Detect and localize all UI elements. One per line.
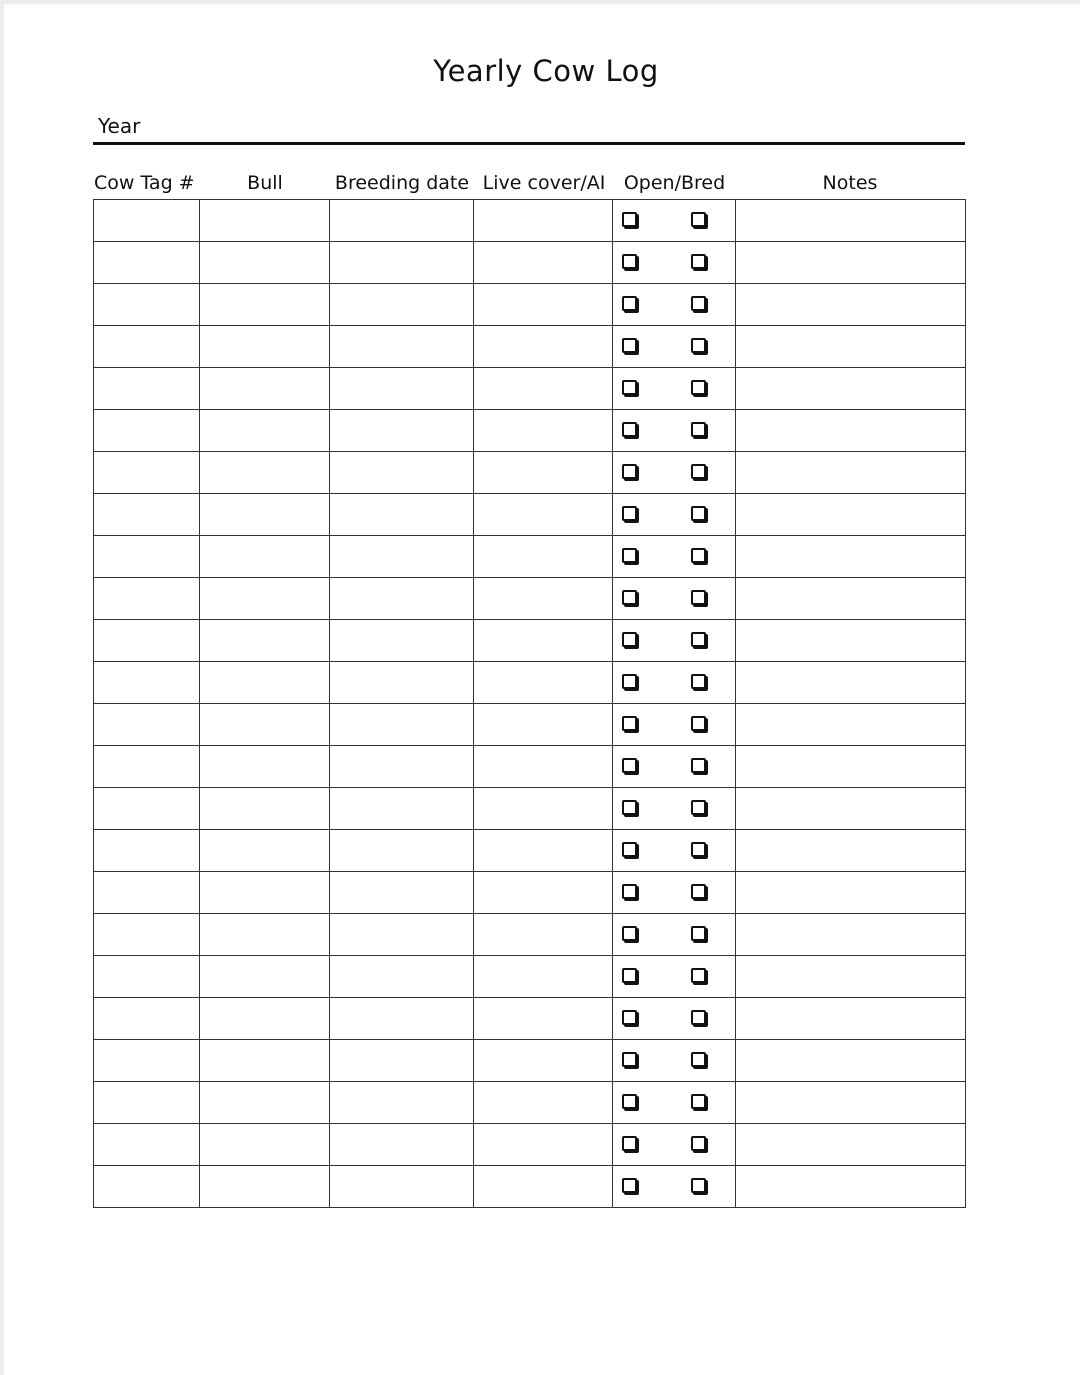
- open-bred-cell: [613, 200, 736, 242]
- open-checkbox[interactable]: [622, 254, 637, 269]
- open-bred-cell: [613, 788, 736, 830]
- bull-cell[interactable]: [200, 1040, 330, 1082]
- live-cover-ai-cell[interactable]: [474, 830, 613, 872]
- cow-tag-cell[interactable]: [94, 242, 200, 284]
- breeding-date-cell[interactable]: [330, 1124, 474, 1166]
- bred-checkbox[interactable]: [691, 1094, 706, 1109]
- open-checkbox[interactable]: [622, 212, 637, 227]
- notes-cell[interactable]: [736, 788, 966, 830]
- open-bred-cell: [613, 914, 736, 956]
- cow-tag-cell[interactable]: [94, 494, 200, 536]
- open-checkbox[interactable]: [622, 884, 637, 899]
- open-bred-cell: [613, 494, 736, 536]
- open-checkbox[interactable]: [622, 758, 637, 773]
- bred-checkbox[interactable]: [691, 1010, 706, 1025]
- table-row: [94, 788, 966, 830]
- open-checkbox[interactable]: [622, 1052, 637, 1067]
- bred-checkbox[interactable]: [691, 296, 706, 311]
- table-row: [94, 326, 966, 368]
- open-checkbox[interactable]: [622, 338, 637, 353]
- notes-cell[interactable]: [736, 1124, 966, 1166]
- table-row: [94, 830, 966, 872]
- open-bred-cell: [613, 1166, 736, 1208]
- notes-cell[interactable]: [736, 872, 966, 914]
- bred-checkbox[interactable]: [691, 716, 706, 731]
- breeding-date-cell[interactable]: [330, 578, 474, 620]
- notes-cell[interactable]: [736, 326, 966, 368]
- table-row: [94, 536, 966, 578]
- bred-checkbox[interactable]: [691, 212, 706, 227]
- breeding-date-cell[interactable]: [330, 1040, 474, 1082]
- bull-cell[interactable]: [200, 1124, 330, 1166]
- table-row: [94, 452, 966, 494]
- bred-checkbox[interactable]: [691, 632, 706, 647]
- breeding-date-cell[interactable]: [330, 536, 474, 578]
- open-checkbox[interactable]: [622, 674, 637, 689]
- bred-checkbox[interactable]: [691, 926, 706, 941]
- notes-cell[interactable]: [736, 242, 966, 284]
- table-row: [94, 284, 966, 326]
- bull-cell[interactable]: [200, 452, 330, 494]
- live-cover-ai-cell[interactable]: [474, 494, 613, 536]
- live-cover-ai-cell[interactable]: [474, 1082, 613, 1124]
- bull-cell[interactable]: [200, 830, 330, 872]
- bull-cell[interactable]: [200, 746, 330, 788]
- cow-tag-cell[interactable]: [94, 452, 200, 494]
- breeding-date-cell[interactable]: [330, 662, 474, 704]
- notes-cell[interactable]: [736, 578, 966, 620]
- breeding-date-cell[interactable]: [330, 452, 474, 494]
- notes-cell[interactable]: [736, 662, 966, 704]
- bull-cell[interactable]: [200, 704, 330, 746]
- breeding-date-cell[interactable]: [330, 746, 474, 788]
- table-row: [94, 1082, 966, 1124]
- live-cover-ai-cell[interactable]: [474, 242, 613, 284]
- open-bred-cell: [613, 410, 736, 452]
- cow-tag-cell[interactable]: [94, 284, 200, 326]
- bull-cell[interactable]: [200, 284, 330, 326]
- open-checkbox[interactable]: [622, 506, 637, 521]
- bred-checkbox[interactable]: [691, 1178, 706, 1193]
- table-row: [94, 578, 966, 620]
- live-cover-ai-cell[interactable]: [474, 326, 613, 368]
- breeding-date-cell[interactable]: [330, 284, 474, 326]
- notes-cell[interactable]: [736, 536, 966, 578]
- bred-checkbox[interactable]: [691, 506, 706, 521]
- notes-cell[interactable]: [736, 452, 966, 494]
- open-bred-cell: [613, 956, 736, 998]
- breeding-date-cell[interactable]: [330, 368, 474, 410]
- notes-cell[interactable]: [736, 1082, 966, 1124]
- notes-cell[interactable]: [736, 998, 966, 1040]
- year-label: Year: [98, 114, 141, 138]
- open-checkbox[interactable]: [622, 716, 637, 731]
- open-checkbox[interactable]: [622, 590, 637, 605]
- breeding-date-cell[interactable]: [330, 998, 474, 1040]
- live-cover-ai-cell[interactable]: [474, 704, 613, 746]
- cow-tag-cell[interactable]: [94, 536, 200, 578]
- breeding-date-cell[interactable]: [330, 704, 474, 746]
- bred-checkbox[interactable]: [691, 968, 706, 983]
- open-bred-cell: [613, 1082, 736, 1124]
- notes-cell[interactable]: [736, 830, 966, 872]
- live-cover-ai-cell[interactable]: [474, 536, 613, 578]
- breeding-date-cell[interactable]: [330, 242, 474, 284]
- notes-cell[interactable]: [736, 200, 966, 242]
- notes-cell[interactable]: [736, 494, 966, 536]
- notes-cell[interactable]: [736, 620, 966, 662]
- table-row: [94, 914, 966, 956]
- live-cover-ai-cell[interactable]: [474, 1124, 613, 1166]
- bred-checkbox[interactable]: [691, 1052, 706, 1067]
- open-bred-cell: [613, 578, 736, 620]
- breeding-date-cell[interactable]: [330, 200, 474, 242]
- cow-tag-cell[interactable]: [94, 914, 200, 956]
- cow-tag-cell[interactable]: [94, 956, 200, 998]
- table-row: [94, 1124, 966, 1166]
- open-bred-cell: [613, 662, 736, 704]
- open-checkbox[interactable]: [622, 632, 637, 647]
- table-row: [94, 956, 966, 998]
- table-row: [94, 200, 966, 242]
- bull-cell[interactable]: [200, 998, 330, 1040]
- cow-tag-cell[interactable]: [94, 872, 200, 914]
- live-cover-ai-cell[interactable]: [474, 1166, 613, 1208]
- breeding-date-cell[interactable]: [330, 830, 474, 872]
- log-sheet: [4, 4, 1080, 1375]
- notes-cell[interactable]: [736, 284, 966, 326]
- bred-checkbox[interactable]: [691, 590, 706, 605]
- header-open-bred: Open/Bred: [623, 172, 726, 194]
- bred-checkbox[interactable]: [691, 884, 706, 899]
- breeding-date-cell[interactable]: [330, 872, 474, 914]
- open-checkbox[interactable]: [622, 1136, 637, 1151]
- open-bred-cell: [613, 620, 736, 662]
- bull-cell[interactable]: [200, 956, 330, 998]
- cow-tag-cell[interactable]: [94, 1040, 200, 1082]
- table-row: [94, 998, 966, 1040]
- open-checkbox[interactable]: [622, 968, 637, 983]
- open-checkbox[interactable]: [622, 548, 637, 563]
- live-cover-ai-cell[interactable]: [474, 620, 613, 662]
- bred-checkbox[interactable]: [691, 548, 706, 563]
- header-breeding-date: Breeding date: [334, 172, 470, 194]
- cow-tag-cell[interactable]: [94, 1124, 200, 1166]
- table-row: [94, 662, 966, 704]
- cow-log-table: [93, 199, 966, 1208]
- cow-tag-cell[interactable]: [94, 830, 200, 872]
- bull-cell[interactable]: [200, 662, 330, 704]
- open-checkbox[interactable]: [622, 422, 637, 437]
- open-bred-cell: [613, 998, 736, 1040]
- bred-checkbox[interactable]: [691, 338, 706, 353]
- table-row: [94, 620, 966, 662]
- bull-cell[interactable]: [200, 620, 330, 662]
- open-bred-cell: [613, 872, 736, 914]
- cow-tag-cell[interactable]: [94, 662, 200, 704]
- open-bred-cell: [613, 326, 736, 368]
- bred-checkbox[interactable]: [691, 800, 706, 815]
- table-row: [94, 368, 966, 410]
- table-row: [94, 242, 966, 284]
- bull-cell[interactable]: [200, 914, 330, 956]
- notes-cell[interactable]: [736, 956, 966, 998]
- bull-cell[interactable]: [200, 200, 330, 242]
- live-cover-ai-cell[interactable]: [474, 578, 613, 620]
- notes-cell[interactable]: [736, 1166, 966, 1208]
- open-bred-cell: [613, 1124, 736, 1166]
- cow-tag-cell[interactable]: [94, 578, 200, 620]
- open-checkbox[interactable]: [622, 1094, 637, 1109]
- cow-tag-cell[interactable]: [94, 746, 200, 788]
- table-row: [94, 410, 966, 452]
- bred-checkbox[interactable]: [691, 422, 706, 437]
- cow-log-rows: [94, 200, 966, 1208]
- breeding-date-cell[interactable]: [330, 620, 474, 662]
- breeding-date-cell[interactable]: [330, 788, 474, 830]
- notes-cell[interactable]: [736, 1040, 966, 1082]
- cow-tag-cell[interactable]: [94, 326, 200, 368]
- breeding-date-cell[interactable]: [330, 494, 474, 536]
- page-title: Yearly Cow Log: [433, 54, 659, 88]
- bull-cell[interactable]: [200, 494, 330, 536]
- bull-cell[interactable]: [200, 1082, 330, 1124]
- bred-checkbox[interactable]: [691, 842, 706, 857]
- bred-checkbox[interactable]: [691, 254, 706, 269]
- live-cover-ai-cell[interactable]: [474, 998, 613, 1040]
- bull-cell[interactable]: [200, 536, 330, 578]
- breeding-date-cell[interactable]: [330, 956, 474, 998]
- open-bred-cell: [613, 704, 736, 746]
- cow-tag-cell[interactable]: [94, 410, 200, 452]
- bred-checkbox[interactable]: [691, 1136, 706, 1151]
- open-checkbox[interactable]: [622, 464, 637, 479]
- cow-tag-cell[interactable]: [94, 200, 200, 242]
- live-cover-ai-cell[interactable]: [474, 410, 613, 452]
- breeding-date-cell[interactable]: [330, 1082, 474, 1124]
- live-cover-ai-cell[interactable]: [474, 788, 613, 830]
- live-cover-ai-cell[interactable]: [474, 956, 613, 998]
- live-cover-ai-cell[interactable]: [474, 368, 613, 410]
- bred-checkbox[interactable]: [691, 380, 706, 395]
- bull-cell[interactable]: [200, 242, 330, 284]
- open-bred-cell: [613, 746, 736, 788]
- notes-cell[interactable]: [736, 410, 966, 452]
- bred-checkbox[interactable]: [691, 464, 706, 479]
- cow-tag-cell[interactable]: [94, 1166, 200, 1208]
- live-cover-ai-cell[interactable]: [474, 284, 613, 326]
- cow-tag-cell[interactable]: [94, 704, 200, 746]
- bred-checkbox[interactable]: [691, 758, 706, 773]
- header-live-cover-ai: Live cover/AI: [482, 172, 606, 194]
- cow-tag-cell[interactable]: [94, 788, 200, 830]
- bred-checkbox[interactable]: [691, 674, 706, 689]
- cow-tag-cell[interactable]: [94, 368, 200, 410]
- cow-tag-cell[interactable]: [94, 620, 200, 662]
- bull-cell[interactable]: [200, 410, 330, 452]
- live-cover-ai-cell[interactable]: [474, 662, 613, 704]
- open-bred-cell: [613, 830, 736, 872]
- table-row: [94, 746, 966, 788]
- live-cover-ai-cell[interactable]: [474, 746, 613, 788]
- breeding-date-cell[interactable]: [330, 1166, 474, 1208]
- open-checkbox[interactable]: [622, 296, 637, 311]
- cow-tag-cell[interactable]: [94, 998, 200, 1040]
- table-row: [94, 494, 966, 536]
- bull-cell[interactable]: [200, 1166, 330, 1208]
- header-notes: Notes: [822, 172, 878, 194]
- breeding-date-cell[interactable]: [330, 410, 474, 452]
- open-checkbox[interactable]: [622, 380, 637, 395]
- open-bred-cell: [613, 284, 736, 326]
- table-row: [94, 1040, 966, 1082]
- header-bull: Bull: [247, 172, 283, 194]
- open-bred-cell: [613, 1040, 736, 1082]
- cow-tag-cell[interactable]: [94, 1082, 200, 1124]
- open-checkbox[interactable]: [622, 1178, 637, 1193]
- live-cover-ai-cell[interactable]: [474, 452, 613, 494]
- live-cover-ai-cell[interactable]: [474, 914, 613, 956]
- header-cow-tag: Cow Tag #: [94, 172, 195, 194]
- open-checkbox[interactable]: [622, 926, 637, 941]
- notes-cell[interactable]: [736, 914, 966, 956]
- live-cover-ai-cell[interactable]: [474, 200, 613, 242]
- open-bred-cell: [613, 452, 736, 494]
- bull-cell[interactable]: [200, 788, 330, 830]
- live-cover-ai-cell[interactable]: [474, 872, 613, 914]
- table-row: [94, 704, 966, 746]
- bull-cell[interactable]: [200, 578, 330, 620]
- open-bred-cell: [613, 242, 736, 284]
- table-row: [94, 1166, 966, 1208]
- open-checkbox[interactable]: [622, 800, 637, 815]
- notes-cell[interactable]: [736, 746, 966, 788]
- open-checkbox[interactable]: [622, 1010, 637, 1025]
- breeding-date-cell[interactable]: [330, 326, 474, 368]
- bull-cell[interactable]: [200, 326, 330, 368]
- live-cover-ai-cell[interactable]: [474, 1040, 613, 1082]
- open-bred-cell: [613, 536, 736, 578]
- open-bred-cell: [613, 368, 736, 410]
- bull-cell[interactable]: [200, 872, 330, 914]
- notes-cell[interactable]: [736, 704, 966, 746]
- bull-cell[interactable]: [200, 368, 330, 410]
- open-checkbox[interactable]: [622, 842, 637, 857]
- table-row: [94, 872, 966, 914]
- year-field-line[interactable]: [93, 142, 965, 145]
- notes-cell[interactable]: [736, 368, 966, 410]
- breeding-date-cell[interactable]: [330, 914, 474, 956]
